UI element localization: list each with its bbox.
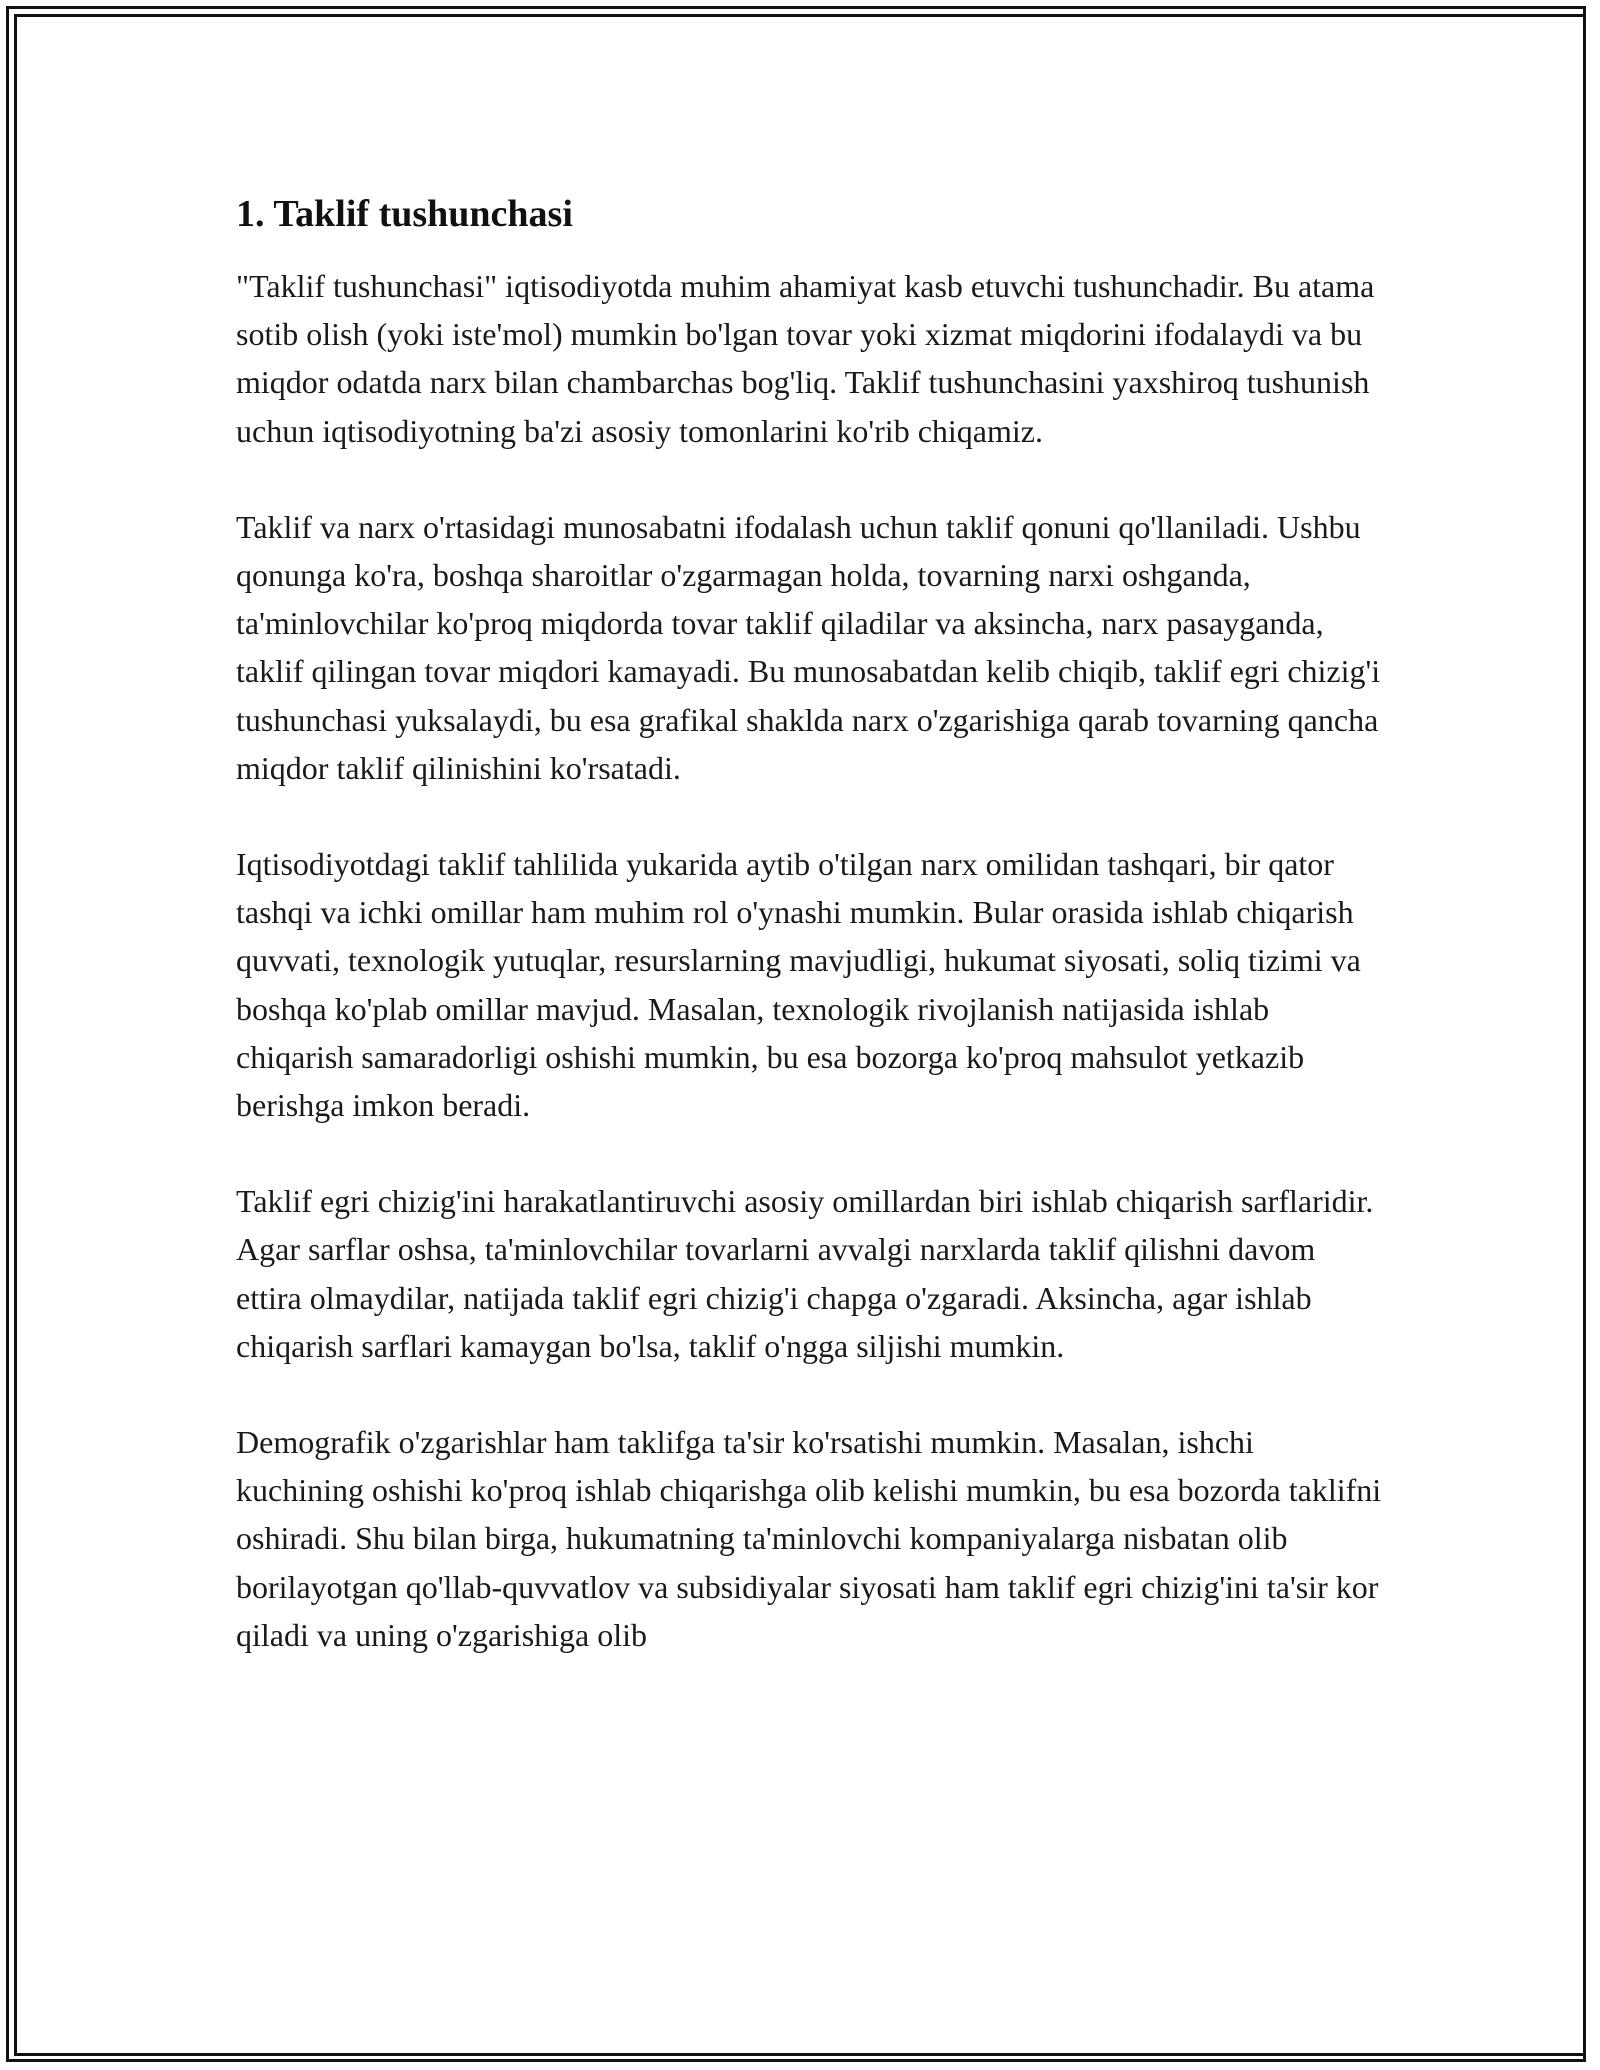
document-body (236, 188, 1386, 1707)
paragraph-2: Taklif va narx o'rtasidagi munosabatni ifodalash uchun taklif qonuni qo'llaniladi. Ushbu qonunga ko'ra, boshqa sharoitlar o'zgarmagan holda, tovarning narxi oshganda, ta'minlovchilar ko'proq miqdorda tovar taklif qiladilar va aksincha, narx pasayganda, taklif qilingan tovar miqdori kamayadi. Bu munosabatdan kelib chiqib, taklif egri chizig'i tushunchasi yuksalaydi, bu esa grafikal shaklda narx o'zgarishiga qarab tovarning qancha miqdor taklif qilinishini ko'rsatadi. (236, 508, 1381, 786)
section-heading: 1. Taklif tushunchasi (236, 193, 573, 235)
paragraph-3: Iqtisodiyotdagi taklif tahlilida yukarida aytib o'tilgan narx omilidan tashqari, bir qator tashqi va ichki omillar ham muhim rol o'ynashi mumkin. Bular orasida ishlab chiqarish quvvati, texnologik yutuqlar, resurslarning mavjudligi, hukumat siyosati, soliq tizimi va boshqa ko'plab omillar mavjud. Masalan, texnologik rivojlanish natijasida ishlab chiqarish samaradorligi oshishi mumkin, bu esa bozorga ko'proq mahsulot yetkazib berishga imkon beradi. (236, 846, 1361, 1124)
paragraph-1: "Taklif tushunchasi" iqtisodiyotda muhim ahamiyat kasb etuvchi tushunchadir. Bu atama sotib olish (yoki iste'mol) mumkin bo'lgan tovar yoki xizmat miqdorini ifodalaydi va bu miqdor odatda narx bilan chambarchas bog'liq. Taklif tushunchasini yaxshiroq tushunish uchun iqtisodiyotning ba'zi asosiy tomonlarini ko'rib chiqamiz. (236, 268, 1375, 449)
paragraph-5: Demografik o'zgarishlar ham taklifga ta'sir ko'rsatishi mumkin. Masalan, ishchi kuchining oshishi ko'proq ishlab chiqarishga olib kelishi mumkin, bu esa bozorda taklifni oshiradi. Shu bilan birga, hukumatning ta'minlovchi kompaniyalarga nisbatan olib borilayotgan qo'llab-quvvatlov va subsidiyalar siyosati ham taklif egri chizig'ini ta'sir kor qiladi va uning o'zgarishiga olib (236, 1424, 1382, 1653)
paragraph-4: Taklif egri chizig'ini harakatlantiruvchi asosiy omillardan biri ishlab chiqarish sarflaridir. Agar sarflar oshsa, ta'minlovchilar tovarlarni avvalgi narxlarda taklif qilishni davom ettira olmaydilar, natijada taklif egri chizig'i chapga o'zgaradi. Aksincha, agar ishlab chiqarish sarflari kamaygan bo'lsa, taklif o'ngga siljishi mumkin. (236, 1183, 1374, 1364)
